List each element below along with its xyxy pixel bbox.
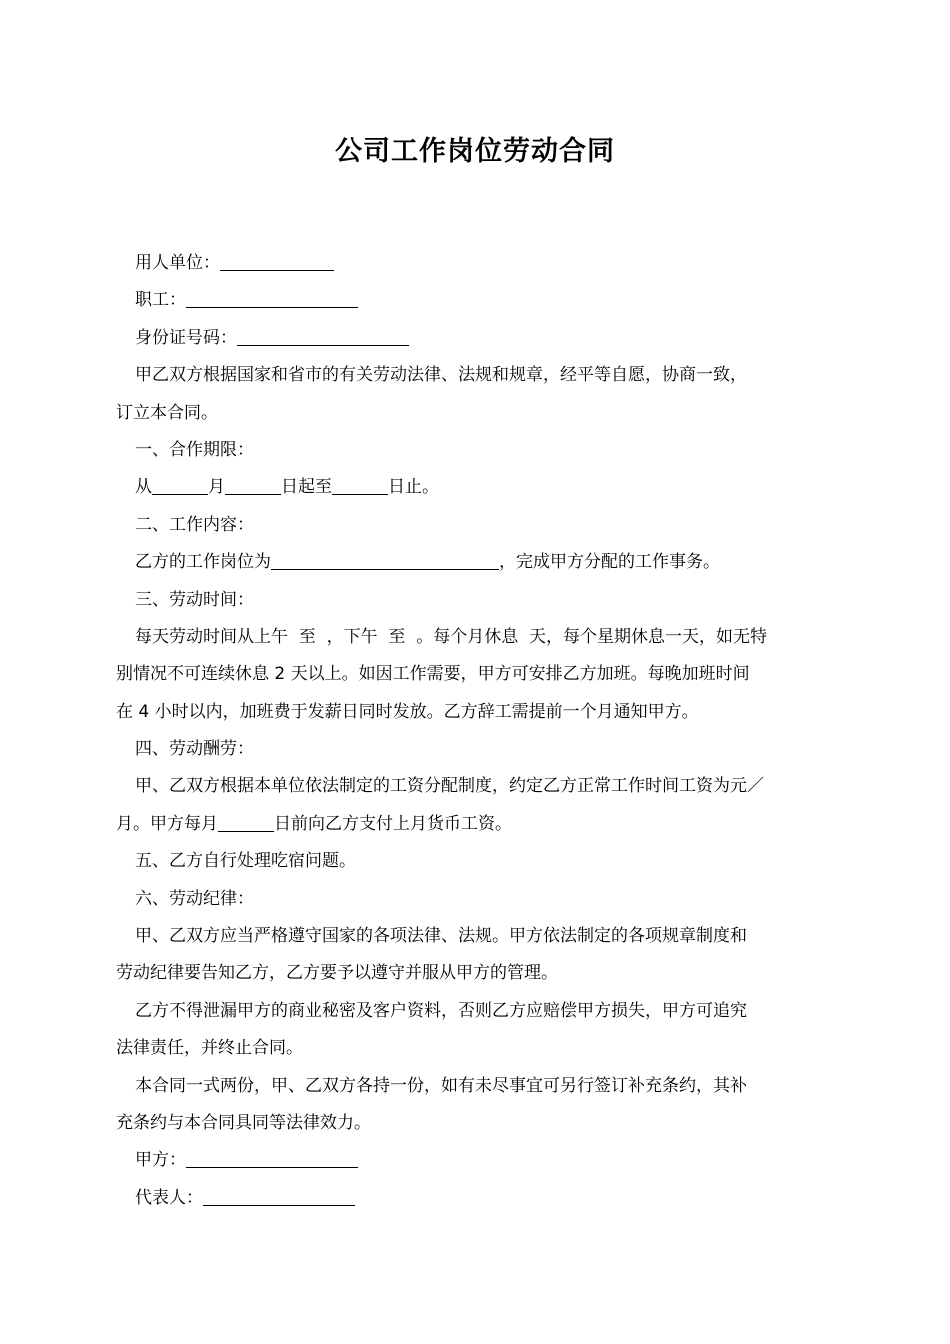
hours-line-3: 在 4 小时以内，加班费于发薪日同时发放。乙方辞工需提前一个月通知甲方。 bbox=[116, 701, 699, 722]
representative-line bbox=[116, 1180, 836, 1217]
representative-blank[interactable] bbox=[203, 1187, 355, 1206]
section-2-heading: 二、工作内容： bbox=[135, 514, 254, 535]
pay-day-blank[interactable] bbox=[218, 813, 274, 832]
pay-line-1: 甲、乙双方根据本单位依法制定的工资分配制度，约定乙方正常工作时间工资为元／ bbox=[135, 776, 764, 797]
job-line bbox=[116, 544, 836, 581]
party-a-label: 甲方： bbox=[135, 1150, 186, 1171]
copies-line-2: 充条约与本合同具同等法律效力。 bbox=[116, 1112, 371, 1133]
confidentiality-line-2: 法律责任，并终止合同。 bbox=[116, 1038, 303, 1059]
term-blank-3[interactable] bbox=[332, 476, 388, 495]
discipline-line-2: 劳动纪律要告知乙方，乙方要予以遵守并服从甲方的管理。 bbox=[116, 963, 558, 984]
employee-line bbox=[116, 282, 836, 319]
term-blank-2[interactable] bbox=[225, 476, 281, 495]
preamble-line-1: 甲乙双方根据国家和省市的有关劳动法律、法规和规章，经平等自愿，协商一致， bbox=[135, 365, 747, 386]
section-6-heading: 六、劳动纪律： bbox=[135, 888, 254, 909]
discipline-line-1: 甲、乙双方应当严格遵守国家的各项法律、法规。甲方依法制定的各项规章制度和 bbox=[135, 926, 747, 947]
pay-day-label: 月。甲方每月 bbox=[116, 813, 218, 834]
section-5-heading: 五、乙方自行处理吃宿问题。 bbox=[135, 851, 356, 872]
job-rest: ，完成甲方分配的工作事务。 bbox=[499, 552, 720, 573]
employee-label: 职工： bbox=[135, 290, 186, 311]
pay-line-2 bbox=[116, 806, 836, 843]
section-4-heading: 四、劳动酬劳： bbox=[135, 739, 254, 760]
document-title: 公司工作岗位劳动合同 bbox=[335, 136, 615, 167]
term-line bbox=[116, 469, 836, 506]
id-number-line bbox=[116, 320, 836, 357]
employer-blank[interactable] bbox=[220, 252, 334, 271]
party-a-blank[interactable] bbox=[186, 1149, 358, 1168]
hours-line-2: 别情况不可连续休息 2 天以上。如因工作需要，甲方可安排乙方加班。每晚加班时间 bbox=[116, 664, 750, 685]
term-blank-1[interactable] bbox=[152, 476, 208, 495]
confidentiality-line-1: 乙方不得泄漏甲方的商业秘密及客户资料，否则乙方应赔偿甲方损失，甲方可追究 bbox=[135, 1000, 747, 1021]
term-month: 月 bbox=[208, 477, 225, 498]
employer-label: 用人单位： bbox=[135, 253, 220, 273]
representative-label: 代表人： bbox=[135, 1187, 203, 1208]
document-body bbox=[116, 245, 836, 1217]
term-from: 从 bbox=[135, 477, 152, 498]
employer-line bbox=[116, 245, 836, 282]
preamble-line-2: 订立本合同。 bbox=[116, 402, 218, 423]
id-number-blank[interactable] bbox=[237, 327, 409, 346]
party-a-line bbox=[116, 1142, 836, 1179]
copies-line-1: 本合同一式两份，甲、乙双方各持一份，如有未尽事宜可另行签订补充条约，其补 bbox=[135, 1075, 747, 1096]
pay-day-rest: 日前向乙方支付上月货币工资。 bbox=[274, 813, 512, 834]
employee-blank[interactable] bbox=[186, 289, 358, 308]
job-blank[interactable] bbox=[271, 551, 499, 570]
job-label: 乙方的工作岗位为 bbox=[135, 552, 271, 573]
section-1-heading: 一、合作期限： bbox=[135, 439, 254, 460]
term-end: 日止。 bbox=[388, 477, 439, 498]
section-3-heading: 三、劳动时间： bbox=[135, 589, 254, 610]
hours-line-1: 每天劳动时间从上午 至 ，下午 至 。每个月休息 天，每个星期休息一天，如无特 bbox=[135, 626, 768, 647]
term-until: 日起至 bbox=[281, 477, 332, 498]
id-number-label: 身份证号码： bbox=[135, 327, 237, 348]
